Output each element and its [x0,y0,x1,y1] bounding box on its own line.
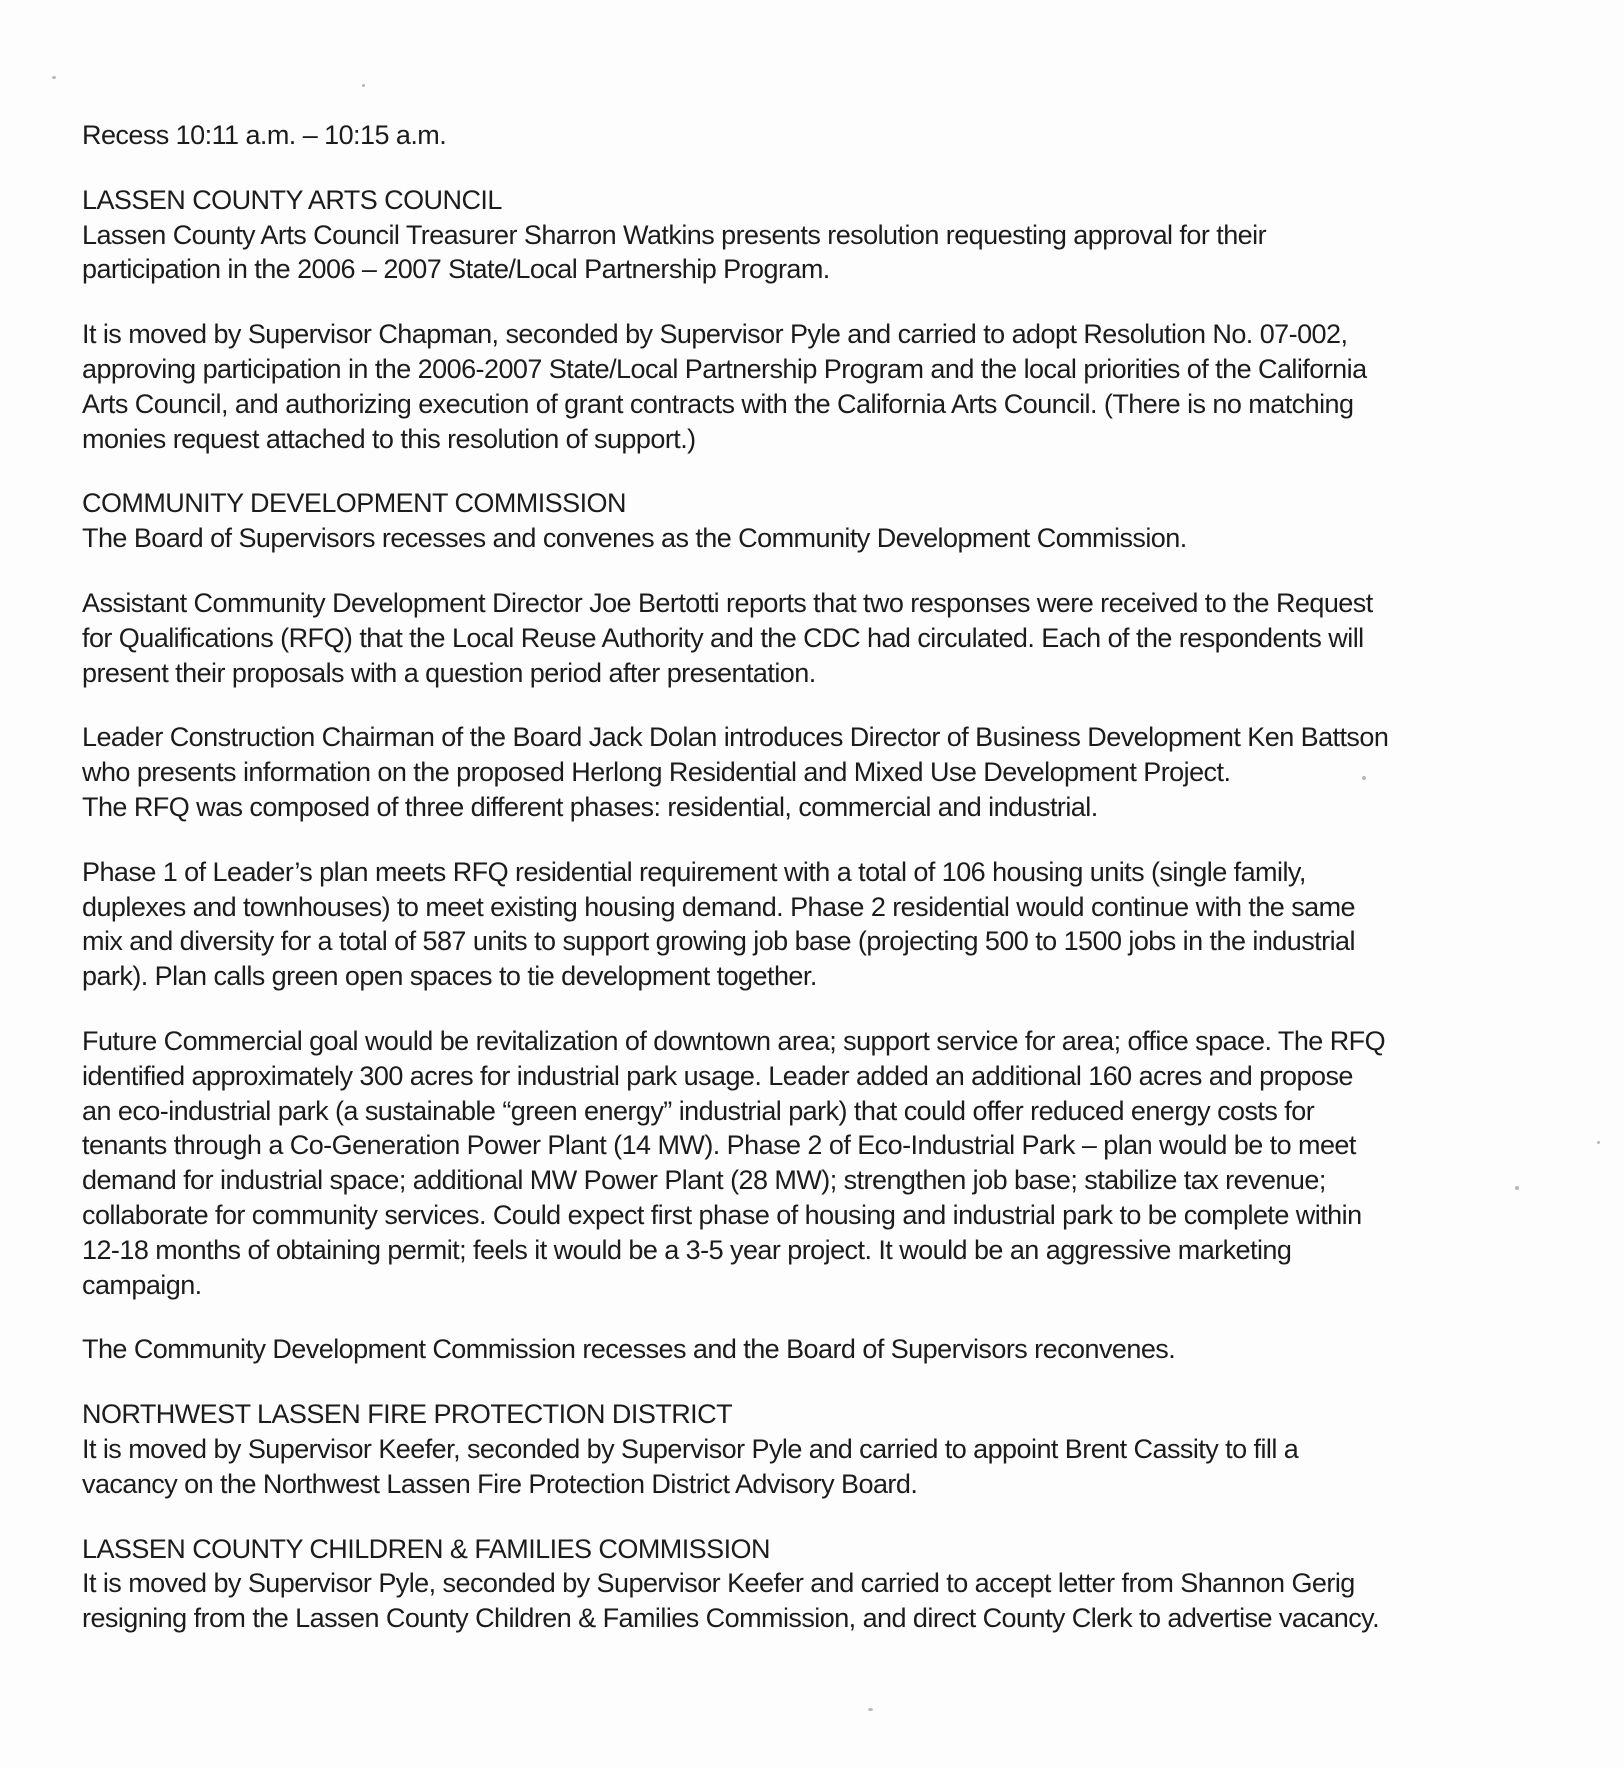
section-heading: COMMUNITY DEVELOPMENT COMMISSION [82,488,626,519]
paragraph-future-commercial [82,1024,1582,1302]
text-line: who presents information on the proposed Herlong Residential and Mixed Use Development Project. [82,757,1231,788]
scan-speck [52,76,56,79]
scan-speck [868,1708,873,1711]
paragraph-cdc-recess [82,1332,1582,1367]
text-line: collaborate for community services. Could expect first phase of housing and industrial park to be complete within [82,1199,1362,1230]
text-line: tenants through a Co-Generation Power Plant (14 MW). Phase 2 of Eco-Industrial Park – plan would be to meet [82,1130,1356,1161]
section-children-families [82,1532,1582,1636]
scan-speck [1362,776,1366,780]
text-line: mix and diversity for a total of 587 units to support growing job base (projecting 500 to 1500 jobs in the industrial [82,926,1355,957]
scan-speck [1515,1186,1519,1190]
text-line: Arts Council, and authorizing execution of grant contracts with the California Arts Council. (There is no matching [82,388,1354,419]
section-heading: NORTHWEST LASSEN FIRE PROTECTION DISTRICT [82,1399,733,1430]
text-line: Phase 1 of Leader’s plan meets RFQ residential requirement with a total of 106 housing units (single family, [82,856,1306,887]
section-heading: LASSEN COUNTY ARTS COUNCIL [82,184,502,215]
text-line: present their proposals with a question period after presentation. [82,657,816,688]
text-line: The Community Development Commission recesses and the Board of Supervisors reconvenes. [82,1334,1176,1365]
scan-speck [362,84,365,87]
text-line: for Qualifications (RFQ) that the Local Reuse Authority and the CDC had circulated. Each of the respondents will [82,622,1364,653]
text-line: approving participation in the 2006-2007 State/Local Partnership Program and the local priorities of the California [82,353,1367,384]
section-northwest-lassen-fire [82,1397,1582,1501]
text-line: 12-18 months of obtaining permit; feels it would be a 3-5 year project. It would be an aggressive marketing [82,1234,1292,1265]
section-arts-council [82,183,1582,287]
section-community-development [82,486,1582,556]
text-line: Assistant Community Development Director Joe Bertotti reports that two responses were received to the Request [82,587,1373,618]
text-line: Future Commercial goal would be revitalization of downtown area; support service for area; office space. The RFQ [82,1025,1386,1056]
paragraph-phase-1 [82,855,1582,994]
text-line: campaign. [82,1269,202,1300]
section-heading: LASSEN COUNTY CHILDREN & FAMILIES COMMISSION [82,1533,770,1564]
text-line: Leader Construction Chairman of the Board Jack Dolan introduces Director of Business Development Ken Battson [82,722,1389,753]
text-line: demand for industrial space; additional MW Power Plant (28 MW); strengthen job base; stabilize tax revenue; [82,1165,1326,1196]
paragraph-resolution [82,317,1582,456]
text-line: monies request attached to this resolution of support.) [82,423,696,454]
text-line: park). Plan calls green open spaces to tie development together. [82,961,817,992]
text-line: Lassen County Arts Council Treasurer Sharron Watkins presents resolution requesting approval for their [82,219,1267,250]
text-line: It is moved by Supervisor Chapman, seconded by Supervisor Pyle and carried to adopt Resolution No. 07-002, [82,319,1348,350]
text-line: an eco-industrial park (a sustainable “green energy” industrial park) that could offer reduced energy costs for [82,1095,1315,1126]
text-line: resigning from the Lassen County Children & Families Commission, and direct County Clerk to advertise vacancy. [82,1603,1380,1634]
recess-note [82,118,1582,153]
text-line: The RFQ was composed of three different phases: residential, commercial and industrial. [82,791,1098,822]
text-line: participation in the 2006 – 2007 State/Local Partnership Program. [82,254,830,285]
document-page [82,118,1582,1636]
text-line: The Board of Supervisors recesses and convenes as the Community Development Commission. [82,523,1187,554]
scan-speck [1597,1141,1600,1144]
text-line: Recess 10:11 a.m. – 10:15 a.m. [82,120,447,150]
text-line: It is moved by Supervisor Pyle, seconded by Supervisor Keefer and carried to accept letter from Shannon Gerig [82,1568,1355,1599]
paragraph-leader-construction [82,720,1582,824]
text-line: identified approximately 300 acres for industrial park usage. Leader added an additional 160 acres and propose [82,1060,1353,1091]
text-line: duplexes and townhouses) to meet existing housing demand. Phase 2 residential would continue with the same [82,891,1356,922]
paragraph-rfq-responses [82,586,1582,690]
text-line: vacancy on the Northwest Lassen Fire Protection District Advisory Board. [82,1468,918,1499]
text-line: It is moved by Supervisor Keefer, seconded by Supervisor Pyle and carried to appoint Brent Cassity to fill a [82,1433,1299,1464]
